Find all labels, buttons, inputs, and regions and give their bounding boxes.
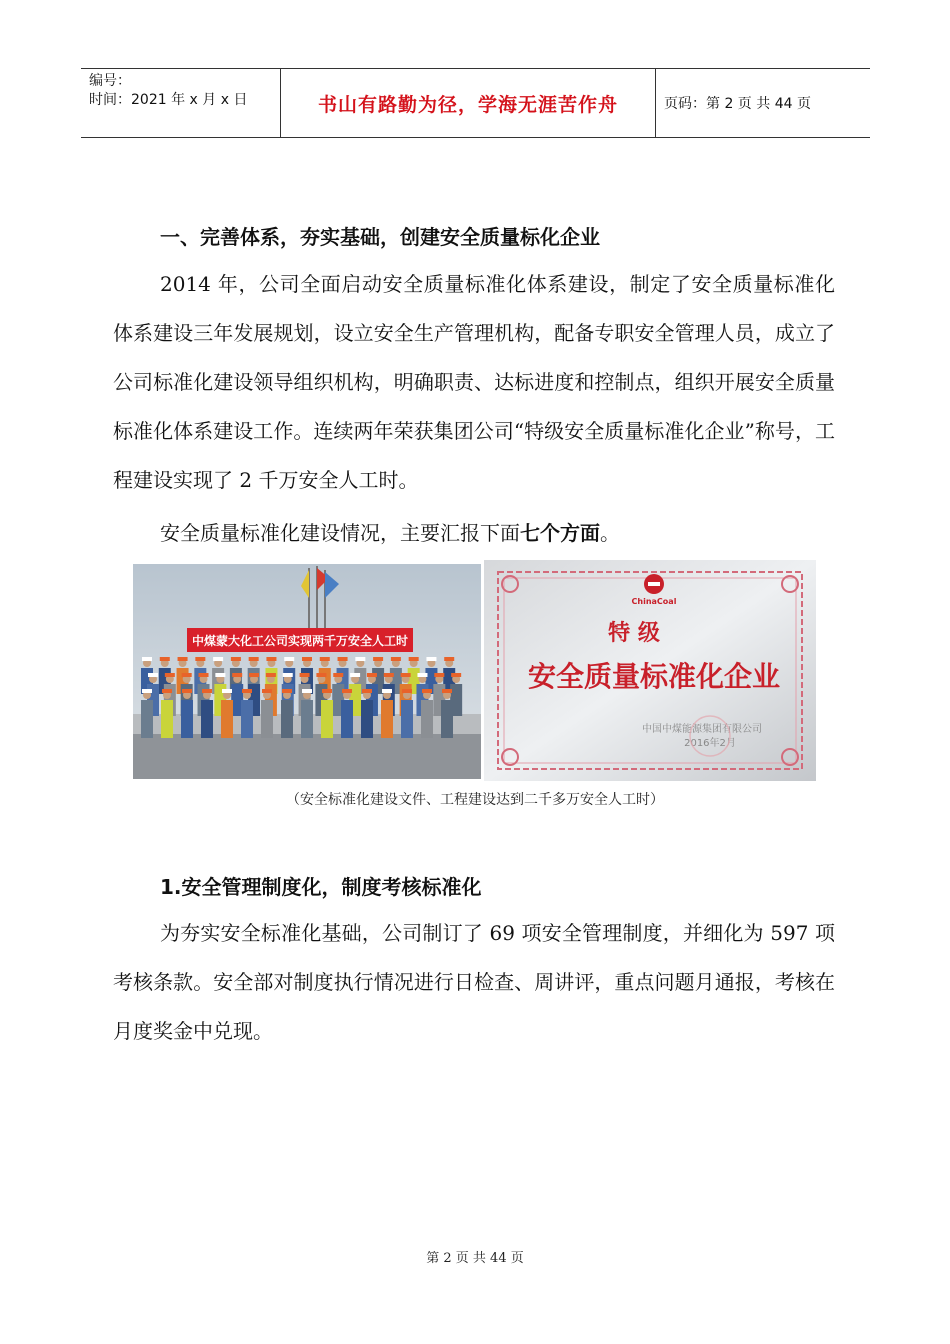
section2-paragraph: 为夯实安全标准化基础，公司制订了 69 项安全管理制度，并细化为 597 项考核条款。安全部对制度执行情况进行日检查、周讲评，重点问题月通报，考核在月度奖金中兑现。	[113, 921, 835, 1043]
plaque-line-2: 安全质量标准化企业	[527, 660, 781, 693]
section1-paragraph-1: 2014 年，公司全面启动安全质量标准化体系建设，制定了安全质量标准化体系建设三年发展规划，设立安全生产管理机构，配备专职安全管理人员，成立了公司标准化建设领导组织机构，明确职责、达标进度和控制点，组织开展安全质量标准化体系建设工作。连续两年荣获集团公司“特级安全质量标准化企业”称号，工程建设实现了 2 千万安全人工时。	[113, 272, 835, 492]
number-label: 编号：	[89, 73, 131, 89]
time-label: 时间：2021 年 x 月 x 日	[89, 92, 248, 108]
plaque-date: 2016年2月	[684, 738, 736, 749]
page-header	[81, 68, 870, 138]
plaque-issuer: 中国中煤能源集团有限公司	[642, 724, 762, 735]
page-footer: 第 2 页 共 44 页	[426, 1251, 524, 1266]
header-page-info: 页码：第 2 页 共 44 页	[664, 96, 811, 112]
header-meta	[81, 69, 281, 137]
group-photo	[133, 564, 481, 779]
banner-text: 中煤蒙大化工公司实现两千万安全人工时	[191, 634, 409, 648]
section-heading-2: 1.安全管理制度化，制度考核标准化	[160, 875, 482, 899]
header-motto: 书山有路勤为径，学海无涯苦作舟	[281, 69, 656, 137]
award-plaque	[484, 560, 816, 781]
photo-caption: （安全标准化建设文件、工程建设达到二千多万安全人工时）	[286, 792, 664, 808]
plaque-line-1: 特 级	[608, 621, 660, 646]
para2-prefix: 安全质量标准化建设情况，主要汇报下面	[160, 521, 520, 545]
section1-paragraph-2	[113, 509, 835, 558]
para2-bold: 七个方面	[520, 521, 600, 545]
plaque-brand: ChinaCoal	[631, 597, 677, 606]
para2-suffix: 。	[600, 521, 620, 545]
section-heading-1: 一、完善体系，夯实基础，创建安全质量标化企业	[160, 225, 600, 249]
